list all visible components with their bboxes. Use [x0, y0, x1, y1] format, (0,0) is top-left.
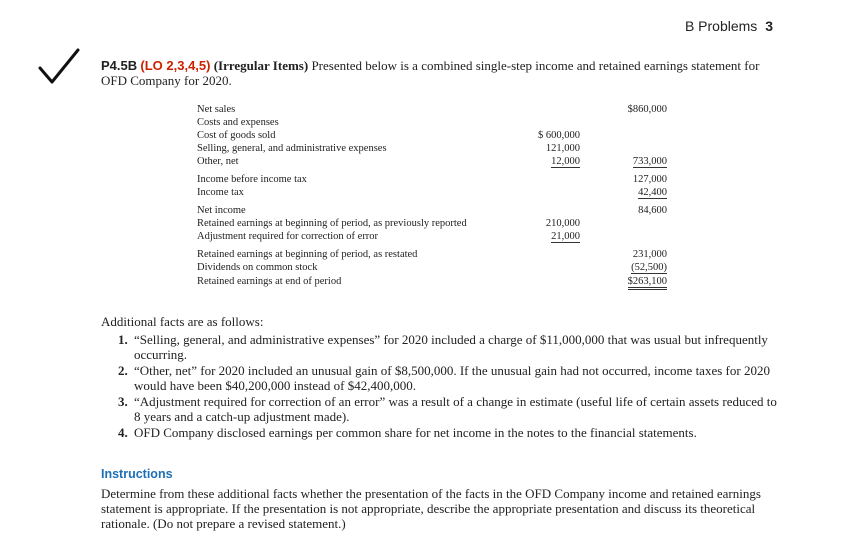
facts-intro: Additional facts are as follows: — [101, 314, 264, 329]
item-number: 4. — [118, 425, 128, 440]
row-amount: 121,000 — [545, 143, 580, 154]
item-number: 1. — [118, 332, 128, 347]
statement-row — [197, 174, 677, 187]
statement-row — [197, 117, 677, 130]
instructions-text: Determine from these additional facts whether the presentation of the facts in the OFD Company income and retained earnings statement is appropriate. If the presentation is not appropriate, describe the appropriate presentation and discuss its theoretical rationale. (Do not prepare a revised statement.) — [101, 486, 761, 531]
statement-row — [197, 104, 677, 117]
statement-row — [197, 205, 677, 218]
item-text: “Other, net” for 2020 included an unusual gain of $8,500,000. If the unusual gain had not occurred, income taxes for 2020 would have been $40,200,000 instead of $42,400,000. — [134, 363, 770, 393]
row-total: 127,000 — [632, 174, 667, 185]
page-header — [685, 18, 773, 34]
row-total: (52,500) — [631, 262, 667, 273]
row-total: $263,100 — [628, 276, 667, 290]
row-label: Retained earnings at end of period — [197, 276, 342, 287]
list-item — [118, 364, 778, 393]
item-text: “Selling, general, and administrative expenses” for 2020 included a charge of $11,000,000 that was usual but infrequently occurring. — [134, 332, 768, 362]
statement-row — [197, 143, 677, 156]
row-total: 733,000 — [632, 156, 667, 167]
list-item — [118, 333, 778, 362]
learning-objectives: (LO 2,3,4,5) — [140, 58, 211, 73]
statement-row — [197, 218, 677, 231]
row-label: Costs and expenses — [197, 117, 279, 128]
row-label: Cost of goods sold — [197, 130, 276, 141]
statement-row — [197, 276, 677, 289]
problem-topic: (Irregular Items) — [213, 58, 309, 73]
row-label: Dividends on common stock — [197, 262, 318, 273]
section-title: B Problems — [684, 18, 758, 34]
row-label: Retained earnings at beginning of period, as restated — [197, 249, 418, 260]
problem-text: Presented below is a combined single-step income and retained earnings statement for OFD Company for 2020. — [101, 58, 760, 88]
item-number: 2. — [118, 363, 128, 378]
facts-list — [118, 333, 778, 443]
list-item — [118, 395, 778, 424]
row-amount: 12,000 — [551, 156, 580, 167]
statement-row — [197, 231, 677, 244]
row-amount: 21,000 — [551, 231, 580, 242]
row-total: 42,400 — [638, 187, 667, 198]
statement-row — [197, 130, 677, 143]
problem-title — [101, 58, 781, 88]
row-label: Retained earnings at beginning of period, as previously reported — [197, 218, 467, 229]
item-number: 3. — [118, 394, 128, 409]
row-label: Adjustment required for correction of error — [197, 231, 379, 242]
row-amount: 210,000 — [545, 218, 580, 229]
row-label: Selling, general, and administrative expenses — [197, 143, 387, 154]
row-amount: $ 600,000 — [538, 130, 580, 141]
row-label: Net income — [197, 205, 246, 216]
problem-code: P4.5B — [101, 58, 138, 73]
row-total: 84,600 — [638, 205, 667, 216]
row-total: $860,000 — [627, 104, 667, 115]
row-label: Income before income tax — [197, 174, 307, 185]
checkmark-icon — [36, 44, 82, 90]
statement-row — [197, 187, 677, 200]
row-label: Other, net — [197, 156, 239, 167]
page-number: 3 — [765, 18, 773, 34]
statement-row — [197, 262, 677, 275]
list-item — [118, 426, 778, 441]
item-text: “Adjustment required for correction of an error” was a result of a change in estimate (useful life of certain assets reduced to 8 years and a catch-up adjustment made). — [134, 394, 777, 424]
statement-row — [197, 249, 677, 262]
row-label: Net sales — [197, 104, 236, 115]
item-text: OFD Company disclosed earnings per common share for net income in the notes to the financial statements. — [134, 425, 697, 440]
row-total: 231,000 — [632, 249, 667, 260]
statement-row — [197, 156, 677, 169]
row-label: Income tax — [197, 187, 244, 198]
instructions-heading: Instructions — [101, 467, 173, 481]
